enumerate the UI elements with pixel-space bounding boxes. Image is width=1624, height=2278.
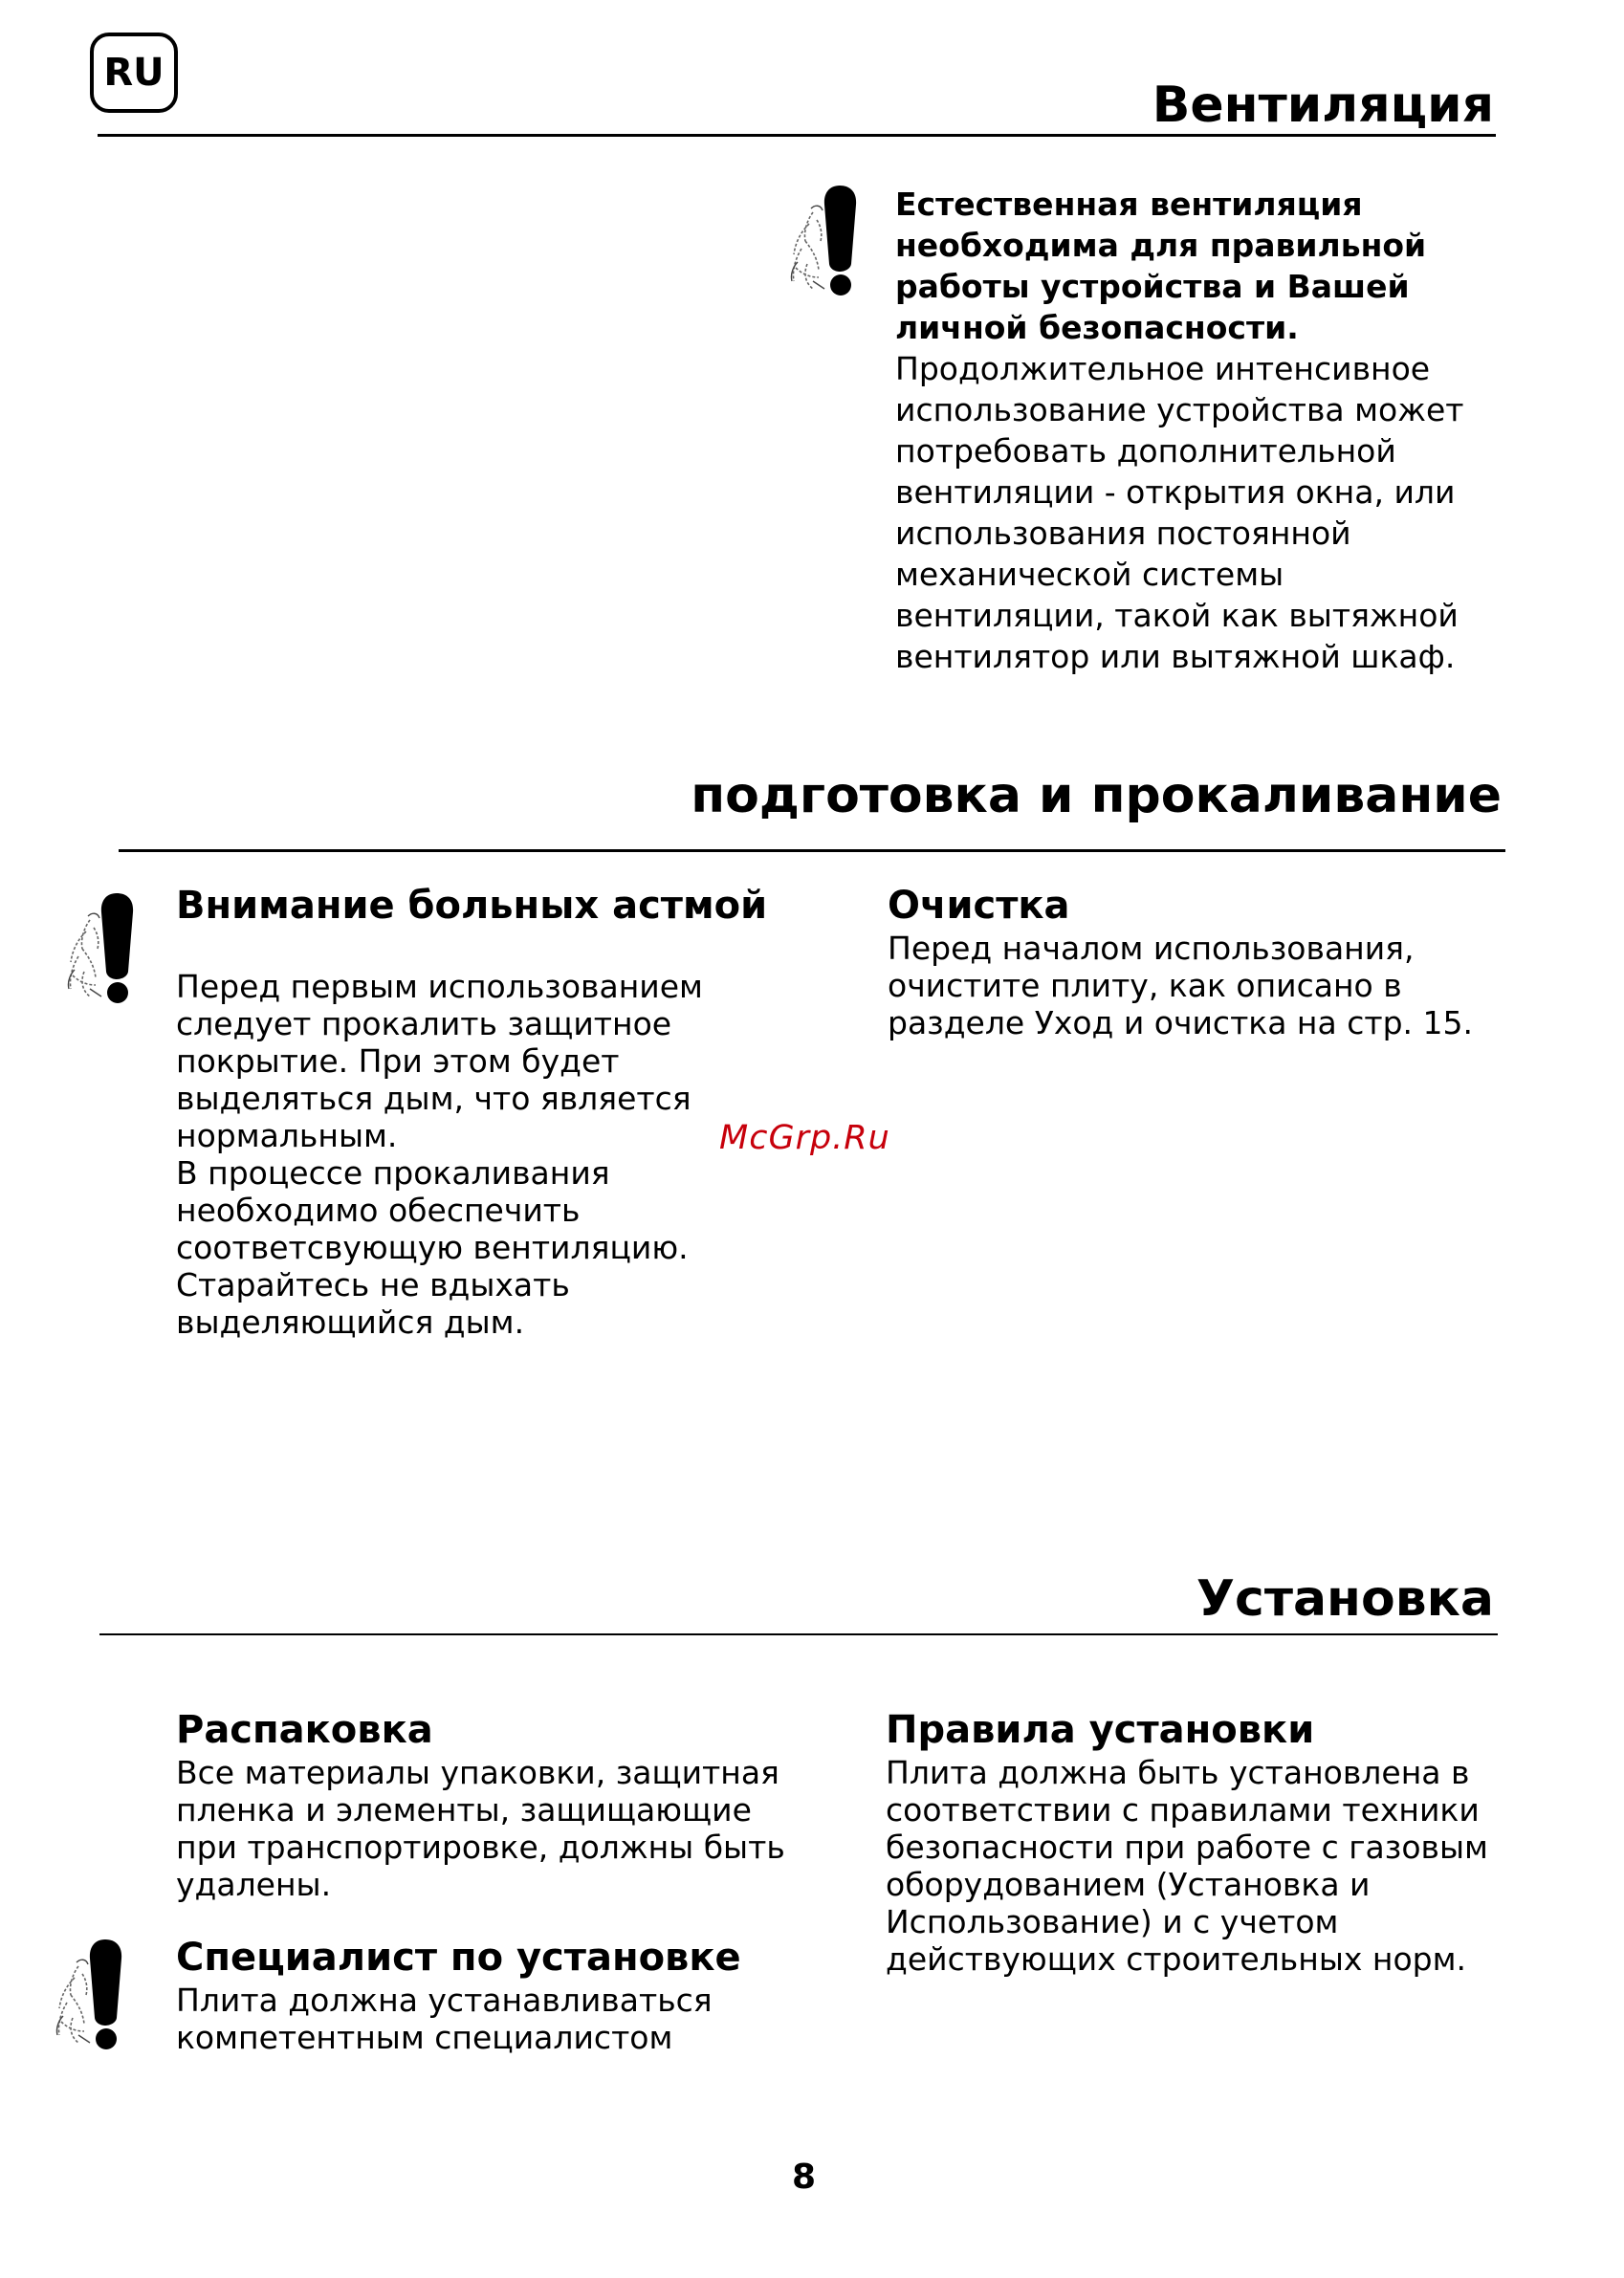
text-line: очистите плиту, как описано в	[888, 967, 1402, 1004]
section-divider	[98, 134, 1496, 137]
text-line: при транспортировке, должны быть	[176, 1829, 785, 1866]
page-number: 8	[792, 2158, 817, 2197]
warning-icon	[61, 889, 147, 1004]
text-line: соответствии с правилами техники	[886, 1791, 1480, 1829]
text-line: Перед началом использования,	[888, 930, 1415, 967]
asthma-warning-text	[176, 968, 703, 1341]
installation-rules-title: Правила установки	[886, 1708, 1315, 1752]
warning-text-line: использование устройства может	[895, 391, 1464, 428]
warning-text-line: вентилятор или вытяжной шкаф.	[895, 638, 1456, 675]
specialist-text	[176, 1982, 713, 2056]
text-line: Все материалы упаковки, защитная	[176, 1754, 779, 1791]
text-line: выделяться дым, что является	[176, 1080, 691, 1117]
specialist-title: Специалист по установке	[176, 1936, 741, 1980]
text-line: Перед первым использованием	[176, 968, 703, 1005]
asthma-warning-title: Внимание больных астмой	[176, 884, 768, 928]
section-title-preparation: подготовка и прокаливание	[691, 767, 1502, 824]
warning-text-line: вентиляции, такой как вытяжной	[895, 597, 1459, 634]
warning-text-line: вентиляции - открытия окна, или	[895, 473, 1456, 511]
unpacking-title: Распаковка	[176, 1708, 433, 1752]
warning-icon	[50, 1936, 136, 2050]
warning-bold-line: Естественная вентиляция	[895, 186, 1363, 223]
warning-bold-line: необходима для правильной	[895, 227, 1427, 264]
text-line: оборудованием (Установка и	[886, 1866, 1371, 1903]
text-line: Плита должна быть установлена в	[886, 1754, 1470, 1791]
section-divider	[99, 1633, 1498, 1635]
unpacking-text	[176, 1754, 785, 1903]
warning-text-line: потребовать дополнительной	[895, 432, 1396, 470]
text-line: следует прокалить защитное	[176, 1005, 672, 1042]
warning-icon	[784, 182, 870, 296]
cleaning-title: Очистка	[888, 884, 1070, 928]
warning-bold-line: работы устройства и Вашей	[895, 268, 1410, 305]
text-line: соответсвующую вентиляцию.	[176, 1229, 689, 1266]
warning-text-line: Продолжительное интенсивное	[895, 350, 1431, 387]
text-line: удалены.	[176, 1866, 332, 1903]
ventilation-warning	[895, 184, 1507, 677]
text-line: действующих строительных норм.	[886, 1940, 1467, 1978]
text-line: Старайтесь не вдыхать	[176, 1266, 570, 1303]
text-line: разделе Уход и очистка на стр. 15.	[888, 1004, 1473, 1041]
warning-bold-line: личной безопасности.	[895, 309, 1299, 346]
text-line: В процессе прокаливания	[176, 1154, 610, 1192]
warning-text-line: механической системы	[895, 556, 1284, 593]
text-line: Плита должна устанавливаться	[176, 1982, 713, 2019]
text-line: нормальным.	[176, 1117, 398, 1154]
cleaning-text	[888, 930, 1473, 1041]
language-badge: RU	[90, 33, 178, 113]
text-line: безопасности при работе с газовым	[886, 1829, 1488, 1866]
text-line: компетентным специалистом	[176, 2019, 673, 2056]
text-line: покрытие. При этом будет	[176, 1042, 620, 1080]
section-title-ventilation: Вентиляция	[1152, 77, 1494, 134]
warning-text-line: использования постоянной	[895, 515, 1351, 552]
section-title-installation: Установка	[1196, 1570, 1494, 1628]
section-divider	[119, 849, 1505, 852]
text-line: выделяющийся дым.	[176, 1303, 525, 1341]
installation-rules-text	[886, 1754, 1488, 1978]
watermark: McGrp.Ru	[719, 1119, 890, 1157]
text-line: пленка и элементы, защищающие	[176, 1791, 752, 1829]
text-line: Использование) и с учетом	[886, 1903, 1339, 1940]
text-line: необходимо обеспечить	[176, 1192, 581, 1229]
